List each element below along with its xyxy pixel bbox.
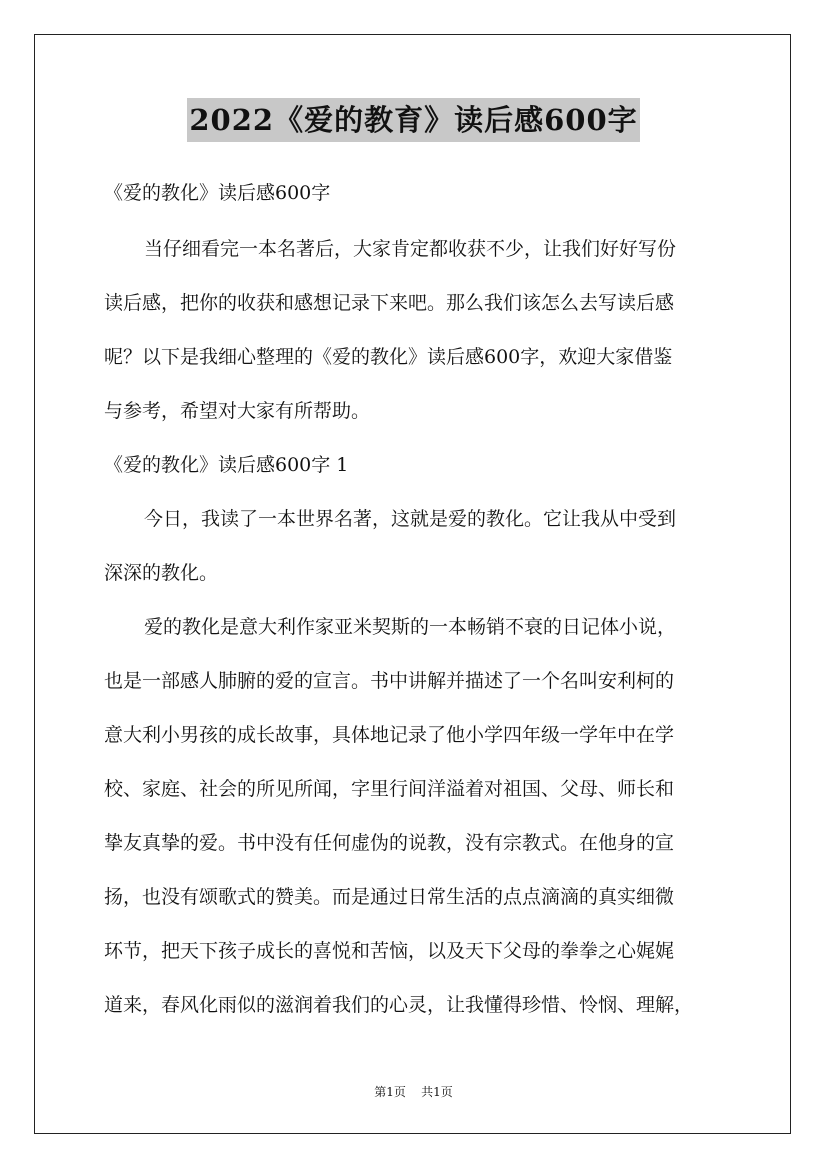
section-heading: 《爱的教化》读后感600字 1: [104, 454, 349, 476]
paragraph-line: 也是一部感人肺腑的爱的宣言。书中讲解并描述了一个名叫安利柯的: [104, 670, 675, 692]
paragraph-line: 意大利小男孩的成长故事，具体地记录了他小学四年级一学年中在学: [104, 724, 675, 746]
paragraph-line: 深深的教化。: [104, 562, 219, 584]
paragraph-line: 读后感，把你的收获和感想记录下来吧。那么我们该怎么去写读后感: [104, 292, 675, 314]
paragraph-line: 校、家庭、社会的所见所闻，字里行间洋溢着对祖国、父母、师长和: [104, 778, 675, 800]
paragraph-line: 道来，春风化雨似的滋润着我们的心灵，让我懂得珍惜、怜悯、理解，: [104, 994, 694, 1016]
paragraph-line: 与参考，希望对大家有所帮助。: [104, 400, 371, 422]
title-container: [0, 98, 827, 142]
paragraph-line: 呢？以下是我细心整理的《爱的教化》读后感600字，欢迎大家借鉴: [104, 346, 673, 368]
section-heading: 《爱的教化》读后感600字: [104, 182, 331, 204]
page-number: 第1页: [374, 1085, 406, 1099]
paragraph-line: 挚友真挚的爱。书中没有任何虚伪的说教，没有宗教式。在他身的宣: [104, 832, 675, 854]
page-footer: [0, 1083, 827, 1100]
page-total: 共1页: [421, 1085, 453, 1099]
paragraph-line: 环节，把天下孩子成长的喜悦和苦恼，以及天下父母的拳拳之心娓娓: [104, 940, 675, 962]
paragraph-line: 爱的教化是意大利作家亚米契斯的一本畅销不衰的日记体小说，: [144, 616, 677, 638]
paragraph-line: 今日，我读了一本世界名著，这就是爱的教化。它让我从中受到: [144, 508, 677, 530]
paragraph-line: 当仔细看完一本名著后，大家肯定都收获不少，让我们好好写份: [144, 238, 677, 260]
document-title: 2022《爱的教育》读后感600字: [187, 98, 639, 142]
paragraph-line: 扬，也没有颂歌式的赞美。而是通过日常生活的点点滴滴的真实细微: [104, 886, 675, 908]
